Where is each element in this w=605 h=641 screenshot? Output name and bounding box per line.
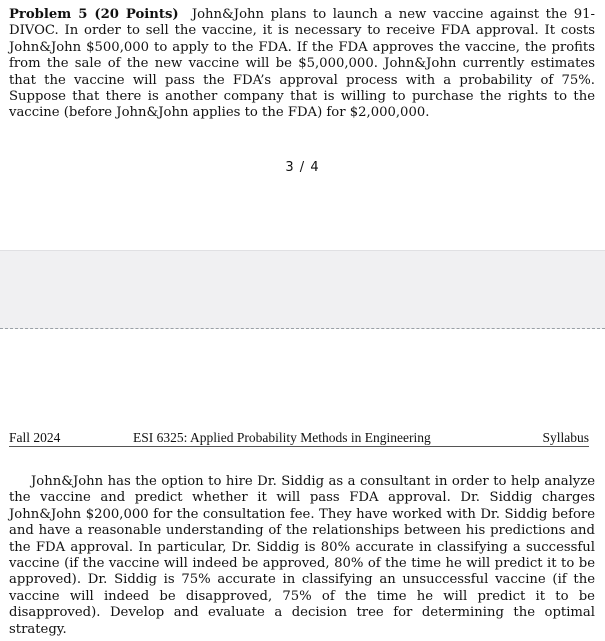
page-number: 3 / 4 bbox=[285, 160, 320, 175]
header-course-title: ESI 6325: Applied Probability Methods in Engineering bbox=[133, 430, 431, 445]
header-term: Fall 2024 bbox=[9, 430, 61, 445]
problem-statement bbox=[9, 7, 595, 122]
problem-continuation: John&John has the option to hire Dr. Siddig as a consultant in order to help analyze the vaccine and predict whether it will pass FDA approval. Dr. Siddig charges John&John $200,000 for the consultation fee. They have worked with Dr. Siddig before and have a reasonable understanding of the relationships between his predictions and the FDA approval. In particular, Dr. Siddig is 80% accurate in classifying a successful vaccine (if the vaccine will indeed be approved, 80% of the time he will predict it to be approved). Dr. Siddig is 75% accurate in classifying an unsuccessful vaccine (if the vaccine will indeed be disapproved, 75% of the time he will predict it to be disapproved). Develop and evaluate a decision tree for determining the optimal strategy. bbox=[9, 474, 595, 637]
header-document-type: Syllabus bbox=[542, 430, 589, 445]
problem-heading: Problem 5 (20 Points) bbox=[9, 7, 179, 22]
running-header bbox=[9, 430, 589, 447]
problem-text: John&John plans to launch a new vaccine against the 91-DIVOC. In order to sell the vaccine, it is necessary to receive FDA approval. It costs John&John $500,000 to apply to the FDA. If the FDA approves the vaccine, the profits from the sale of the new vaccine will be $5,000,000. John&John currently estimates that the vaccine will pass the FDA’s approval process with a probability of 75%. Suppose that there is another company that is willing to purchase the rights to the vaccine (before John&John applies to the FDA) for $2,000,000. bbox=[9, 7, 595, 121]
page-gap bbox=[0, 250, 605, 329]
